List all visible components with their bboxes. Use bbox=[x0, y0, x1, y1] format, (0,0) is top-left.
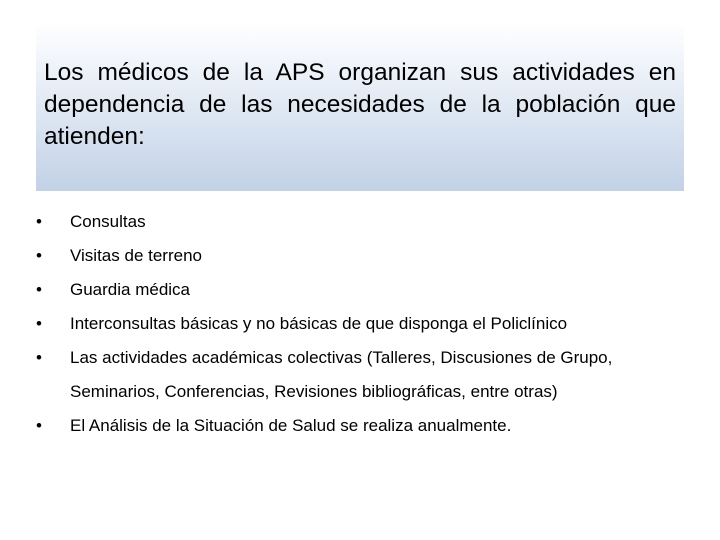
list-item bbox=[34, 273, 694, 307]
bullet-text: Visitas de terreno bbox=[70, 246, 202, 265]
slide-title: Los médicos de la APS organizan sus actividades en dependencia de las necesidades de la población que atienden: bbox=[44, 59, 676, 150]
bullet-text: El Análisis de la Situación de Salud se realiza anualmente. bbox=[70, 416, 512, 435]
list-item bbox=[34, 341, 694, 409]
bullet-icon: • bbox=[36, 314, 42, 333]
bullet-text: Consultas bbox=[70, 212, 146, 231]
bullet-icon: • bbox=[36, 212, 42, 231]
list-item bbox=[34, 409, 694, 443]
bullet-icon: • bbox=[36, 416, 42, 435]
list-item bbox=[34, 239, 694, 273]
bullet-list bbox=[34, 205, 694, 443]
list-item bbox=[34, 205, 694, 239]
bullet-text: Las actividades académicas colectivas (Talleres, Discusiones de Grupo, Seminarios, Conferencias, Revisiones bibliográficas, entre otras) bbox=[70, 348, 613, 401]
title-box bbox=[36, 21, 684, 191]
bullet-icon: • bbox=[36, 246, 42, 265]
bullet-icon: • bbox=[36, 348, 42, 367]
bullet-icon: • bbox=[36, 280, 42, 299]
bullet-text: Guardia médica bbox=[70, 280, 191, 299]
bullet-text: Interconsultas básicas y no básicas de que disponga el Policlínico bbox=[70, 314, 568, 333]
list-item bbox=[34, 307, 694, 341]
